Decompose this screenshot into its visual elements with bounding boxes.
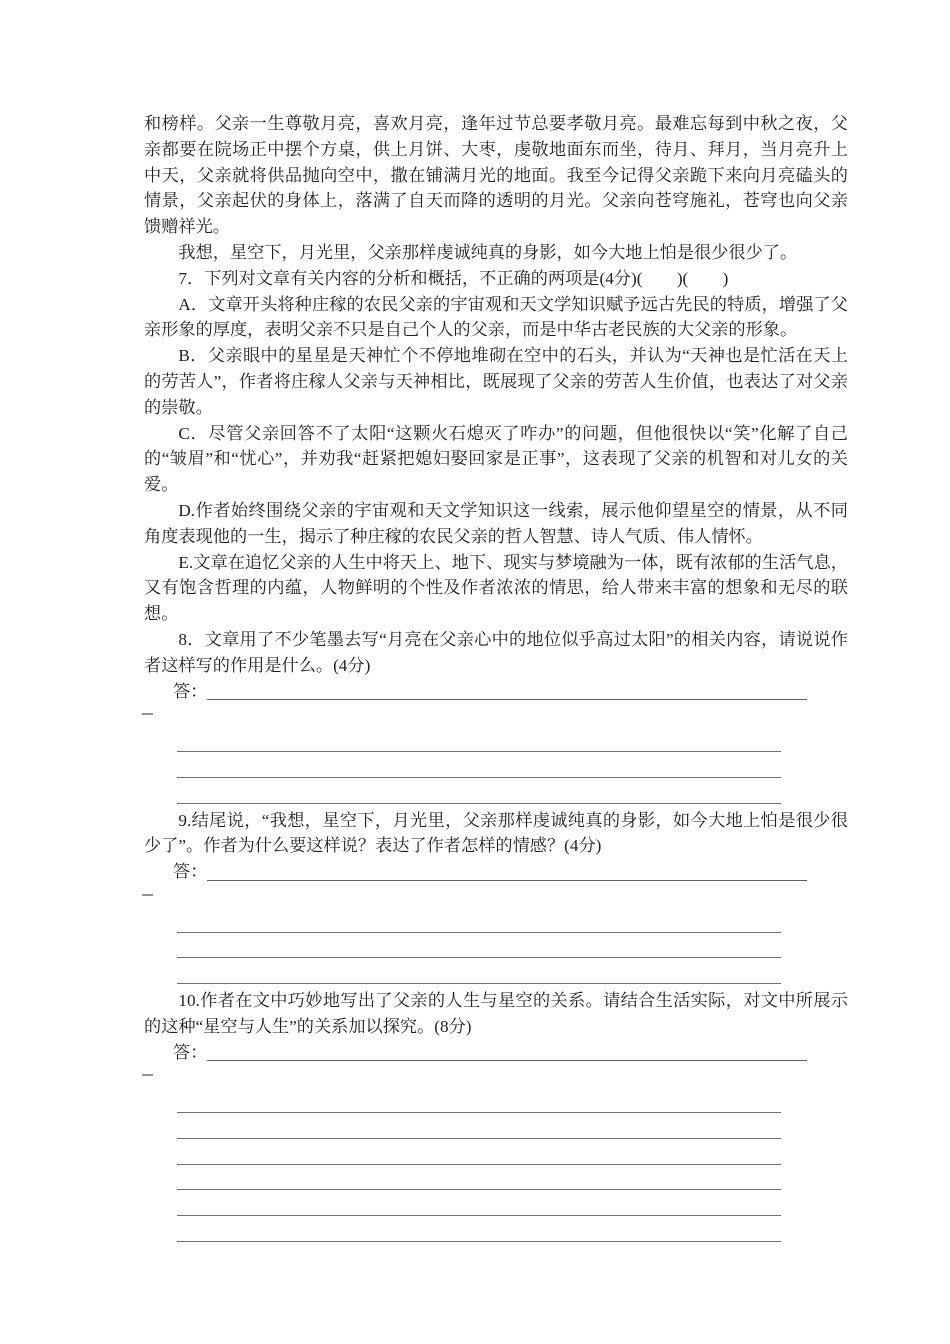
answer-writing-line[interactable]: [207, 880, 807, 881]
question-10-answer-row: [144, 1040, 848, 1066]
question-9-answer-row: [144, 859, 848, 885]
rule-line: [177, 932, 781, 933]
rule-line: [177, 957, 781, 958]
answer-blank-line[interactable]: [144, 1091, 848, 1117]
question-9-answer-blank-lines: [144, 911, 848, 988]
rule-line: [177, 751, 781, 752]
answer-blank-line[interactable]: [144, 1194, 848, 1220]
question-9-stem: 9.结尾说，“我想，星空下，月光里，父亲那样虔诚纯真的身影，如今大地上怕是很少很少了”。作者为什么要这样说？表达了作者怎样的情感？(4分): [144, 810, 848, 856]
question-7-option-c: C．尽管父亲回答不了太阳“这颗火石熄灭了咋办”的问题，但他很快以“笑”化解了自己的“皱眉”和“忧心”，并劝我“赶紧把媳妇娶回家是正事”，这表现了父亲的机智和对儿女的关爱。: [144, 423, 848, 495]
question-10-stem: 10.作者在文中巧妙地写出了父亲的人生与星空的关系。请结合生活实际，对文中所展示的这种“星空与人生”的关系加以探究。(8分): [144, 991, 848, 1036]
answer-blank-line[interactable]: [144, 756, 848, 782]
question-7-option-e: E.文章在追忆父亲的人生中将天上、地下、现实与梦境融为一体，既有浓郁的生活气息，又有饱含哲理的内蕴，人物鲜明的个性及作者浓浓的情思，给人带来丰富的想象和无尽的联想。: [144, 552, 848, 624]
answer-blank-line[interactable]: [144, 1220, 848, 1246]
question-8-stem: 8．文章用了不少笔墨去写“月亮在父亲心中的地位似乎高过太阳”的相关内容，请说说作者这样写的作用是什么。(4分): [144, 629, 848, 675]
question-10-answer-blank-lines: [144, 1091, 848, 1246]
dash-mark: [142, 713, 153, 715]
reading-comprehension-section: [144, 111, 848, 1246]
rule-line: [177, 777, 781, 778]
rule-line: [177, 803, 781, 804]
answer-label: 答：: [173, 862, 208, 882]
passage-continuation-paragraph: 和榜样。父亲一生尊敬月亮，喜欢月亮，逢年过节总要孝敬月亮。最难忘每到中秋之夜，父亲都要在院场正中摆个方桌，供上月饼、大枣，虔敬地面东而坐，待月、拜月，当月亮升上中天，父亲就将供品抛向空中，撒在铺满月光的地面。我至今记得父亲跪下来向月亮磕头的情景，父亲起伏的身体上，落满了自天而降的透明的月光。父亲向苍穹施礼，苍穹也向父亲馈赠祥光。: [144, 114, 848, 237]
answer-blank-line[interactable]: [144, 937, 848, 963]
question-8-answer-blank-lines: [144, 730, 848, 807]
passage-closing-line: 我想，星空下，月光里，父亲那样虔诚纯真的身影，如今大地上怕是很少很少了。: [178, 242, 798, 262]
question-7-stem: 7．下列对文章有关内容的分析和概括，不正确的两项是(4分)( )( ): [178, 268, 729, 288]
question-8-answer-row: [144, 679, 848, 705]
answer-blank-line[interactable]: [144, 782, 848, 808]
question-7-option-a: A．文章开头将种庄稼的农民父亲的宇宙观和天文学知识赋予远古先民的特质，增强了父亲形象的厚度，表明父亲不只是自己个人的父亲，而是中华古老民族的大父亲的形象。: [144, 294, 848, 340]
question-7-option-d: D.作者始终围绕父亲的宇宙观和天文学知识这一线索，展示他仰望星空的情景，从不同角度表现他的一生，揭示了种庄稼的农民父亲的哲人智慧、诗人气质、伟人情怀。: [144, 500, 848, 546]
rule-line: [177, 983, 781, 984]
answer-blank-line[interactable]: [144, 962, 848, 988]
answer-blank-line[interactable]: [144, 1117, 848, 1143]
answer-blank-line[interactable]: [144, 730, 848, 756]
question-7-option-b: B．父亲眼中的星星是天神忙个不停地堆砌在空中的石头，并认为“天神也是忙活在天上的劳苦人”，作者将庄稼人父亲与天神相比，既展现了父亲的劳苦人生价值，也表达了对父亲的崇敬。: [144, 346, 848, 417]
dash-mark: [142, 894, 153, 896]
answer-line-continuation-dash: [144, 885, 848, 911]
answer-line-continuation-dash: [144, 1065, 848, 1091]
answer-writing-line[interactable]: [207, 1060, 807, 1061]
rule-line: [177, 1138, 781, 1139]
answer-writing-line[interactable]: [207, 699, 807, 700]
rule-line: [177, 1164, 781, 1165]
answer-blank-line[interactable]: [144, 911, 848, 937]
answer-blank-line[interactable]: [144, 1169, 848, 1195]
rule-line: [177, 1241, 781, 1242]
answer-blank-line[interactable]: [144, 1143, 848, 1169]
rule-line: [177, 1112, 781, 1113]
answer-line-continuation-dash: [144, 704, 848, 730]
rule-line: [177, 1215, 781, 1216]
answer-label: 答：: [173, 1042, 208, 1062]
rule-line: [177, 1189, 781, 1190]
answer-label: 答：: [173, 681, 208, 701]
dash-mark: [142, 1074, 153, 1076]
